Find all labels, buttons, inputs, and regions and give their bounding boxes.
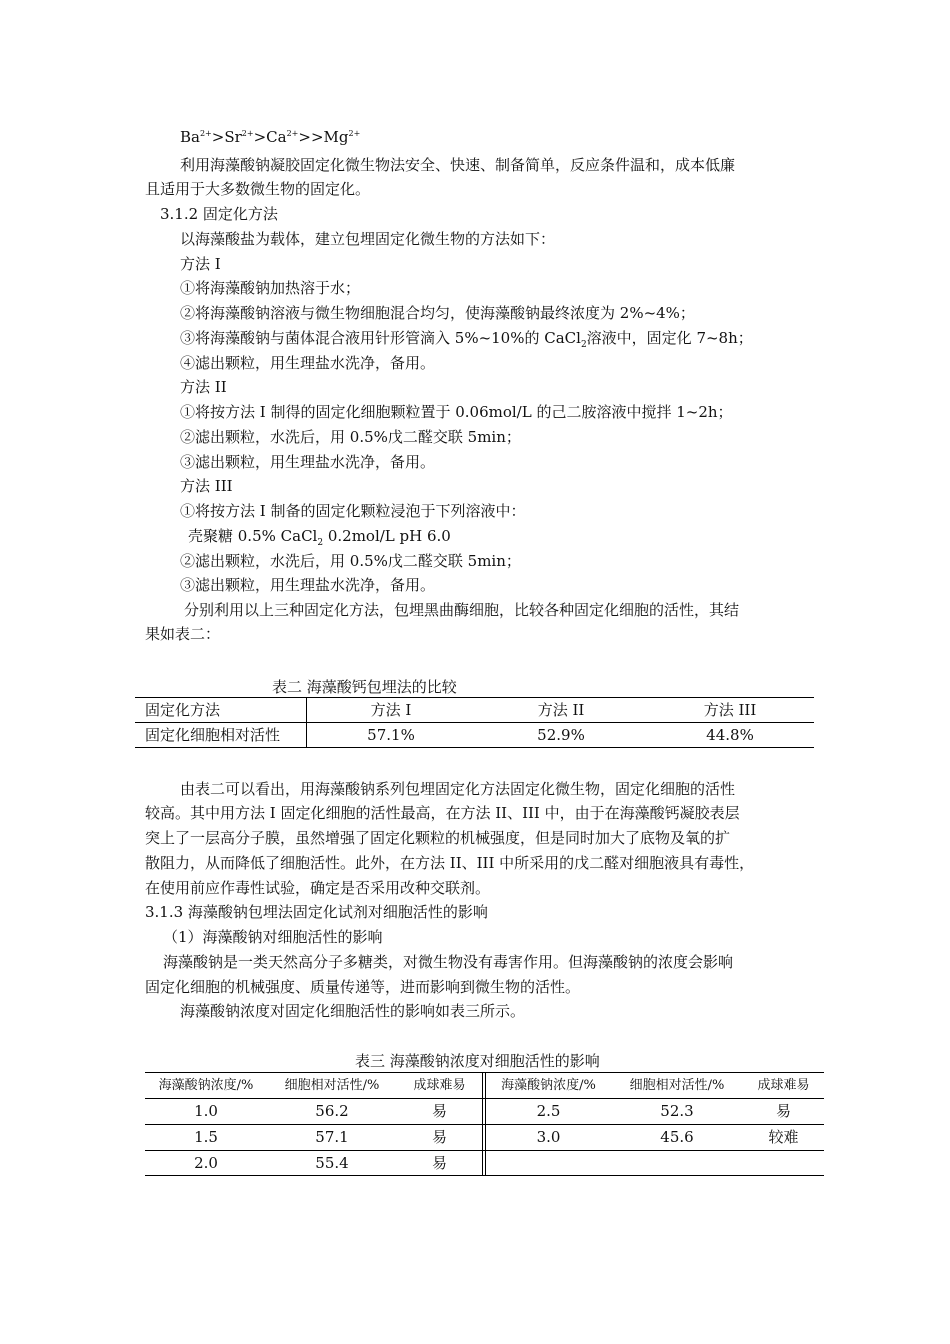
table3-header-cell: 细胞相对活性/% (284, 1078, 380, 1093)
table-rule (145, 1175, 824, 1176)
table2-header-cell: 方法 III (703, 701, 757, 719)
table3-caption: 表三 海藻酸钠浓度对细胞活性的影响 (355, 1052, 600, 1070)
table-rule (135, 697, 814, 698)
table2-caption: 表二 海藻酸钙包埋法的比较 (272, 678, 457, 696)
table3-cell: 45.6 (660, 1128, 694, 1146)
table3-cell: 52.3 (660, 1102, 694, 1120)
table3-header-cell: 海藻酸钠浓度/% (158, 1078, 254, 1093)
table3-cell: 易 (431, 1128, 447, 1146)
method-step: ③将海藻酸钠与菌体混合液用针形管滴入 5%~10%的 CaCl$_2$溶液中，固定化 7~8h； (180, 329, 753, 350)
method-heading: 方法 II (180, 378, 227, 396)
paragraph-line: 散阻力，从而降低了细胞活性。此外，在方法 II、III 中所采用的戊二醛对细胞液具有毒性， (145, 854, 755, 872)
method-step: ③滤出颗粒，用生理盐水洗净，备用。 (180, 453, 436, 471)
table3-cell: 易 (431, 1102, 447, 1120)
table3-cell: 3.0 (536, 1128, 561, 1146)
table3-cell: 较难 (768, 1128, 799, 1146)
paragraph-line: 固定化细胞的机械强度、质量传递等，进而影响到微生物的活性。 (145, 978, 581, 996)
ion-series-line: $Ba^{2+}>Sr^{2+}>Ca^{2+}>>Mg^{2+}$ (180, 128, 361, 146)
table2-cell: 52.9% (537, 726, 585, 744)
method-step: ②将海藻酸钠溶液与微生物细胞混合均匀，使海藻酸钠最终浓度为 2%~4%； (180, 304, 695, 322)
paragraph-line: 且适用于大多数微生物的固定化。 (145, 180, 371, 198)
table2-header-cell: 固定化方法 (145, 701, 221, 719)
table-rule (482, 1072, 483, 1175)
table3-header-cell: 细胞相对活性/% (629, 1078, 725, 1093)
table2-cell: 57.1% (367, 726, 415, 744)
table3-cell: 55.4 (315, 1154, 349, 1172)
paragraph-line: 利用海藻酸钠凝胶固定化微生物法安全、快速、制备简单，反应条件温和，成本低廉 (180, 156, 736, 174)
table3-header-cell: 海藻酸钠浓度/% (501, 1078, 596, 1093)
paragraph-line: 由表二可以看出，用海藻酸钠系列包埋固定化方法固定化微生物，固定化细胞的活性 (180, 780, 736, 798)
paragraph-line: 在使用前应作毒性试验，确定是否采用改种交联剂。 (145, 879, 491, 897)
solution-composition: 壳聚糖 0.5% CaCl$_2$ 0.2mol/L pH 6.0 (188, 527, 451, 548)
table3-cell: 2.5 (536, 1102, 561, 1120)
paragraph-line: 海藻酸钠是一类天然高分子多糖类，对微生物没有毒害作用。但海藻酸钠的浓度会影响 (163, 953, 734, 971)
section-heading: 3.1.3 海藻酸钠包埋法固定化试剂对细胞活性的影响 (145, 903, 488, 921)
paragraph-line: 以海藻酸盐为载体，建立包埋固定化微生物的方法如下： (180, 230, 556, 248)
table-rule (135, 747, 814, 748)
table3-header-cell: 成球难易 (413, 1078, 466, 1093)
method-heading: 方法 I (180, 255, 221, 273)
section-heading: 3.1.2 固定化方法 (160, 205, 278, 223)
table2-header-cell: 方法 I (370, 701, 412, 719)
method-step: ①将按方法 I 制备的固定化颗粒浸泡于下列溶液中： (180, 502, 526, 520)
paragraph-line: 海藻酸钠浓度对固定化细胞活性的影响如表三所示。 (180, 1002, 526, 1020)
table3-cell: 2.0 (194, 1154, 218, 1172)
method-step: ①将海藻酸钠加热溶于水； (180, 279, 361, 297)
table3-header-cell: 成球难易 (757, 1078, 810, 1093)
paragraph-line: 果如表二： (145, 625, 221, 643)
table3-cell: 57.1 (315, 1128, 349, 1146)
table3-cell: 易 (431, 1154, 447, 1172)
method-step: ③滤出颗粒，用生理盐水洗净，备用。 (180, 576, 436, 594)
paragraph-line: 突上了一层高分子膜，虽然增强了固定化颗粒的机械强度，但是同时加大了底物及氧的扩 (145, 829, 731, 847)
method-step: ①将按方法 I 制得的固定化细胞颗粒置于 0.06mol/L 的己二胺溶液中搅拌 1~2h； (180, 403, 733, 421)
paragraph-line: 分别利用以上三种固定化方法，包埋黑曲酶细胞，比较各种固定化细胞的活性，其结 (184, 601, 740, 619)
table2-header-cell: 方法 II (537, 701, 585, 719)
method-step: ②滤出颗粒，水洗后，用 0.5%戊二醛交联 5min； (180, 552, 521, 570)
table-rule (135, 722, 814, 723)
method-step: ④滤出颗粒，用生理盐水洗净，备用。 (180, 354, 436, 372)
table3-cell: 56.2 (315, 1102, 349, 1120)
subsection-heading: （1）海藻酸钠对细胞活性的影响 (163, 928, 383, 946)
table3-cell: 1.0 (194, 1102, 218, 1120)
method-step: ②滤出颗粒，水洗后，用 0.5%戊二醛交联 5min； (180, 428, 521, 446)
table3-cell: 易 (775, 1102, 791, 1120)
paragraph-line: 较高。其中用方法 I 固定化细胞的活性最高，在方法 II、III 中，由于在海藻酸钙凝胶表层 (145, 804, 740, 822)
table2-cell: 44.8% (706, 726, 754, 744)
method-heading: 方法 III (180, 477, 233, 495)
table2-cell: 固定化细胞相对活性 (145, 726, 281, 744)
table3-cell: 1.5 (194, 1128, 218, 1146)
